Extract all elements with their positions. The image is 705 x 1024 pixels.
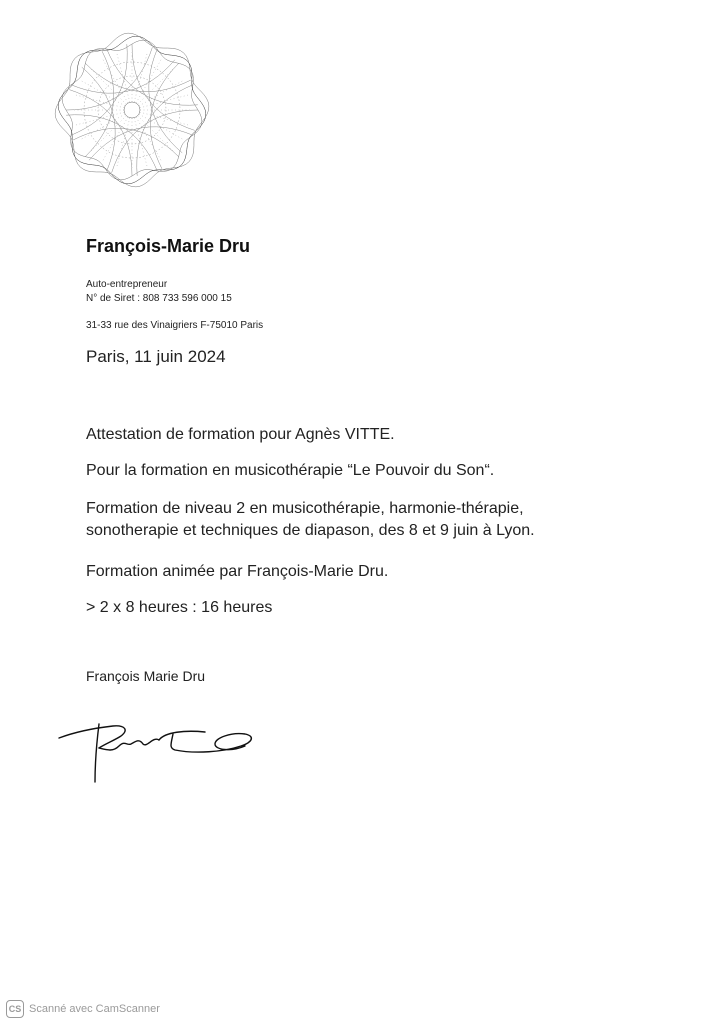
mandala-logo-icon [52,30,212,190]
signer-name: François Marie Dru [86,668,206,684]
camscanner-text: Scanné avec CamScanner [29,1003,160,1015]
training-details-line-2: sonotherapie et techniques de diapason, des 8 et 9 juin à Lyon. [86,522,535,539]
sender-address: 31-33 rue des Vinaigriers F-75010 Paris [86,320,264,331]
training-details-line-1: Formation de niveau 2 en musicothérapie, harmonie-thérapie, [86,500,524,517]
sender-siret: N° de Siret : 808 733 596 000 15 [86,293,232,304]
attestation-title: Attestation de formation pour Agnès VITTE. [86,426,395,443]
training-name: Pour la formation en musicothérapie “Le Pouvoir du Son“. [86,462,495,479]
camscanner-footer [6,1000,160,1018]
sender-name: François-Marie Dru [86,236,251,256]
camscanner-icon: CS [6,1000,24,1018]
duration-line: > 2 x 8 heures : 16 heures [86,599,273,616]
date-line: Paris, 11 juin 2024 [86,347,226,366]
handwritten-signature [55,710,265,790]
trainer-line: Formation animée par François-Marie Dru. [86,563,389,580]
sender-status: Auto-entrepreneur [86,279,168,290]
